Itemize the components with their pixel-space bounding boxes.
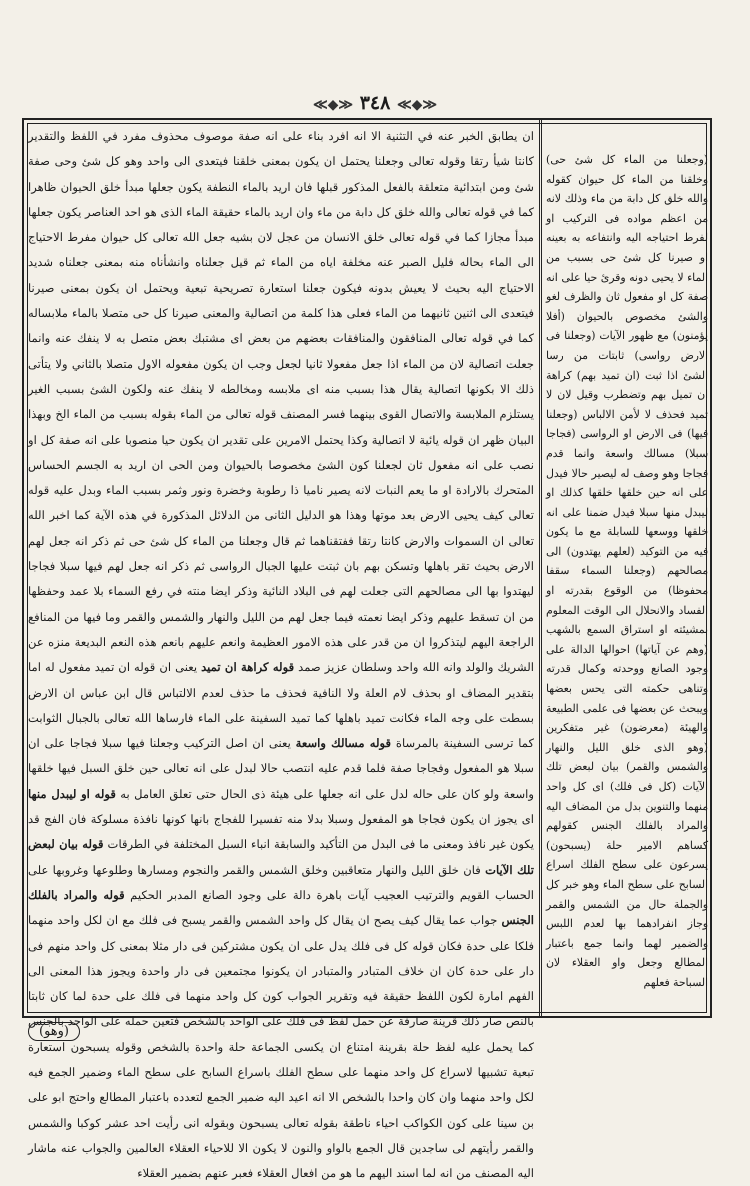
page-number: ٣٤٨	[359, 92, 391, 114]
commentary-segment: جواب عما يقال كيف يصح ان يقال كل واحد الشمس والقمر يسبح فى فلك مع ان لكل واحد منهما فلكا على حدة فكان قوله كل فى فلك يدل على ان يكون مشتركين فى دار مثلا بمعنى كل واحد منهم فى دار على حدة كان ان خلاف المتبادر والمتبادر ان يكونوا مجتمعين فى دار واحدة ويجوز هذا المعنى الى الفهم امارة لكون اللفظ حقيقة فيه وتقرير الجواب كون كل واحد منهما فى فلك على حدة لما كان ثابتا بالنص صار ذلك قرينة صارفة عن حمل لفظ فى فلك على الواحد بالشخص فتعين حمله على الواحد بالجنس كما يحمل عليه لفظ حلة بقرينة امتناع ان يكسى الجماعة حلة واحدة بالشخص وقوله يسبحون استعارة تبعية تشبيها لاسراع كل واحد منهما على سطح الفلك باسراع السابح على سطح الماء وضمير الجمع فيه لكل واحد منهما وان كان واحدا بالشخص الا انه اعيد اليه ضمير الجمع لتعدده باعتبار المطالع واحتج ابو على بن سينا على كون الكواكب احياء ناطقة بقوله تعالى يسبحون وبقوله انى رأيت احد عشر كوكبا والشمس والقمر رأيتهم لى ساجدين قال الجمع بالواو والنون لا يكون الا للاحياء العقلاء العالمين والجواب عنه ماشار اليه المصنف من انه لما اسند اليهم ما هو من افعال العقلاء فعبر عنهم بضمير العقلاء	[28, 913, 534, 1181]
main-commentary-text	[28, 124, 534, 1186]
header-ornament-left: ≪◆≫	[312, 97, 354, 113]
header-ornament-right: ≪◆≫	[396, 97, 438, 113]
commentary-segment: يعنى ان اصل التركيب وجعلنا فيها سبلا فجاجا على ان سبلا هو المفعول وفجاجا صفة فلما قدم عليه انتصب حالا لبدل على انه تعالى حين خلق السبل فيها خلقها واسعة ولو كان على حاله لدل على انه جعلها على هيئة ذى الحال حتى تعلق العامل به	[28, 736, 534, 801]
commentary-segment: ان يطابق الخبر عنه في التثنية الا انه افرد بناء على انه صفة موصوف محذوف مفرد في اللفظ والتقدير كانتا شيأ رتقا وقوله تعالى وجعلنا يحتمل ان يكون بمعنى خلقنا فيتعدى الى واحد وهو كل شئ وحى صفة شئ ومن ابتدائية متعلقة بالفعل المذكور قبلها فان اريد بالماء النطفة يكون جعلها مبدأ خلق الحيوان ظاهرا كما في قوله تعالى والله خلق كل دابة من ماء وان اريد بالماء حقيقة الماء الذى هو احد العناصر يكون جعلها مبدأ مجازا كما في قوله تعالى خلق الانسان من عجل لان بشيه جعل الله تعالى كل حيوان مفرط الاحتياج الى الماء بحاله فليل الصبر عنه مخلفة اياه من الماء ثم قيل جعلناه وانشأناه منه بمعنى جعلناه شديد الاحتياج اليه بحيث لا يعيش بدونه فيكون جعلنا استعارة تصريحية تبعية ويحتمل ان يكون بمعنى صيرنا فيتعدى الى اثنين ثانيهما من الماء فعلى هذا كلمة من اتصالية والمعنى صيرنا كل حى متصلا بالماء ملابساله كما في قوله تعالى المنافقون والمنافقات بعضهم من بعض اى مشتبك بعض متصل به لا ينفك عنه وانما جعلت اتصالية لان من الماء اذا جعل مفعولا ثانيا لجعل وجب ان يكون مفعوله الاول متصلا بالثاني ولا يتأتى ذلك الا بكونها اتصالية يقال هذا بسبب منه اى ملابسه ومخالطه لا ينفك عنه ولكون الشئ بسبب الغير يستلزم الملابسة والاتصال القوى بينهما فسر المصنف قوله تعالى من الماء بقوله بسبب من الماء الخ وبهذا البيان ظهر ان قوله يائية لا اتصالية وكذا يحتمل الامرين على تقدير ان يكون حيا منصوبا على انه صفة كل او نصب على انه مفعول ثان لجعلنا كون الشئ مخصوصا بالحيوان ومن الحى ان اريد به الجسم الحساس المتحرك بالارادة او ما يعم النبات لانه يصير ناميا ذا رطوبة وخضرة ونور وثمر بسبب الماء وبدل عليه قوله تعالى كيف يحيى الارض بعد موتها وهذا هو الدليل الثانى من الدلائل المذكورة في هذه الآية كما اخبر الله تعالى ان السموات والارض كانتا رتقا ففتقناهما ثم قال وجعلنا من الماء كل شئ حى ثم ذكر انه جعل لهم الارض بحيث تقر باهلها وتسكن بهم بان ثبتت عليها الجبال الرواسى ثم ذكر انه جعل لهم فيها سبلا فجاجا ليهتدوا بها الى مصالحهم التى جعلت لهم فى البلاد النائية وذكر ايضا منته في رفع السماء بلا عمد وحفظها من ان تسقط عليهم وذكر ايضا نعمته فيما جعل لهم من الليل والنهار والشمس والقمر وما فيها من المنافع الراجعة اليهم ليتذكروا ان من قدر على هذه الامور العظيمة وانعم عليهم بانعم هذه النعم البديعة منزه عن الشريك والولد وانه الله واحد وسلطان عزيز صمد	[28, 129, 535, 675]
margin-commentary-column	[546, 150, 708, 1010]
commentary-segment: اى يجوز ان يكون فجاجا هو المفعول وسبلا بدلا منه تفسيرا للفجاج بانها كونها نافذة مسلوكة فان الفج قد يكون غير نافذ ومعنى ما فى البدل من التأكيد والسابقة انباء السبل المختلفة في الطرقات	[28, 812, 534, 852]
margin-commentary-text: (وجعلنا من الماء كل شئ حى) وخلقنا من الماء كل حيوان كقوله والله خلق كل دابة من ماء وذلك لانه من اعظم مواده فى التركيب او لفرط احتياجه اليه وانتفاعه به بعينه او صيرنا كل شئ حى بسبب من الماء لا يحيى دونه وقرئ حيا على انه صفة كل او مفعول ثان والظرف لغو والشئ مخصوص بالحيوان (أفلا يؤمنون) مع ظهور الآيات (وجعلنا فى الارض رواسى) ثابتات من رسا الشئ اذا ثبت (ان تميد بهم) كراهة ان تميل بهم وتضطرب وقيل لان لا تميد فحذف لا لأمن الالباس (وجعلنا فيها) فى الارض او الرواسى (فجاجا سبلا) مسالك واسعة وانما قدم فجاجا وهو وصف له ليصير حالا فيدل على انه حين خلقها خلقها كذلك او ليبدل منها سبلا فيدل ضمنا على انه خلقها ووسعها للسابلة مع ما يكون فيه من التوكيد (لعلهم يهتدون) الى مصالحهم (وجعلنا السماء سقفا محفوظا) من الوقوع بقدرته او الفساد والانحلال الى الوقت المعلوم بمشيئته او استراق السمع بالشهب (وهم عن آياتها) احوالها الدالة على وجود الصانع ووحدته وكمال قدرته وتناهى حكمته التى يحس بعضها ويبحث عن بعضها فى علمى الطبيعة والهيئة (معرضون) غير متفكرين (وهو الذى خلق الليل والنهار والشمس والقمر) بيان لبعض تلك الآيات (كل فى فلك) اى كل واحد منهما والتنوين بدل من المضاف اليه والمراد بالفلك الجنس كقولهم كساهم الامير حلة (يسبحون) يسرعون على سطح الفلك اسراع السابح على سطح الماء وهو خبر كل والجملة حال من الشمس والقمر وجاز انفرادهما بها لعدم اللبس والضمير لهما وانما جمع باعتبار المطالع وجعل واو العقلاء لان السباحة فعلهم	[546, 153, 708, 989]
qawl-lemma: قوله كراهة ان تميد	[201, 660, 295, 675]
qawl-lemma: قوله بيان لبعض تلك الآيات	[28, 837, 534, 877]
catchword: (وهو)	[28, 1022, 80, 1041]
commentary-segment: فان خلق الليل والنهار متعاقبين وخلق الشمس والقمر والنجوم ومسارها وطلوعها وغروبها على الحساب القويم والترتيب العجيب آيات باهرة دالة على وجود الصانع المدبر الحكيم	[28, 862, 534, 902]
main-commentary-column	[28, 124, 535, 1181]
qawl-lemma: قوله والمراد بالفلك الجنس	[28, 887, 534, 928]
commentary-segment: يعنى ان قوله ان تميد مفعول له اما بتقدير المضاف او بحذف لام العلة ولا النافية فحذف ما حذف لعدم الالتباس قال ابن عباس ان الارض بسطت على وجه الماء فكانت تميد باهلها كما تميد السفينة على الماء فارساها الله تعالى بالجبال الثوابت كما ترسى السفينة بالمرساة	[28, 660, 535, 751]
qawl-lemma: قوله مسالك واسعة	[295, 736, 392, 751]
qawl-lemma: قوله او ليبدل منها	[28, 786, 116, 801]
column-separator	[539, 118, 542, 1018]
page-header	[0, 92, 750, 114]
